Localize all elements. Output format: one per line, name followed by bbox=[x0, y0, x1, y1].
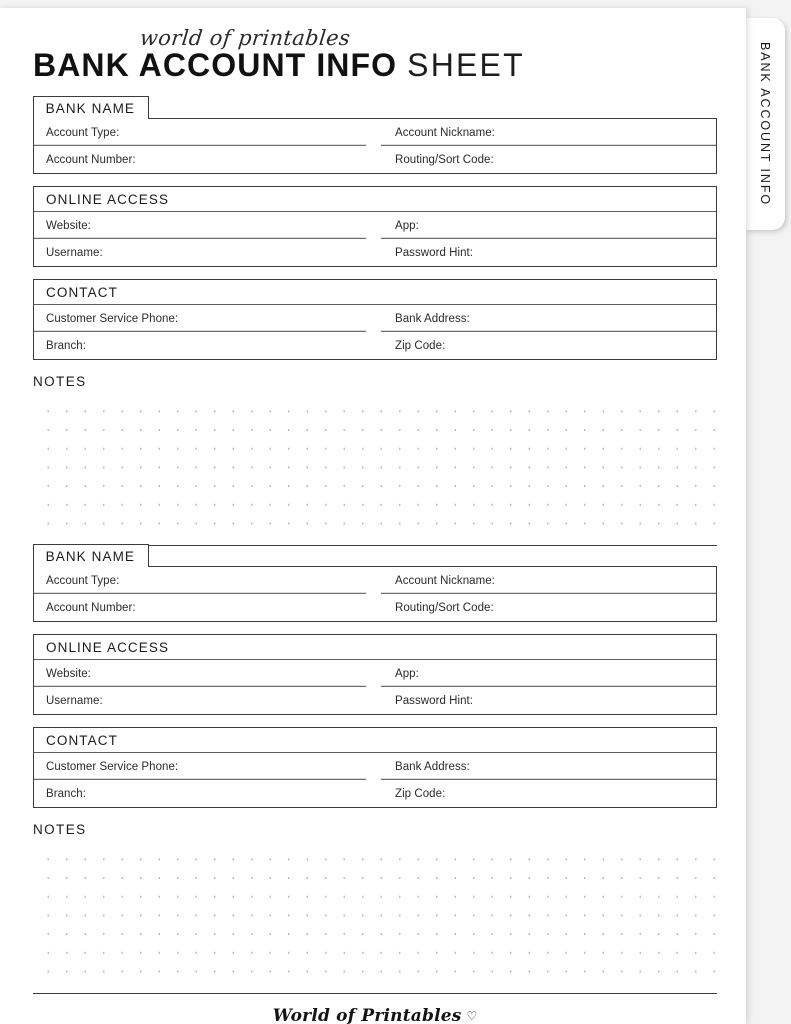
page-title-bold: BANK ACCOUNT INFO bbox=[33, 47, 398, 83]
field-row bbox=[34, 212, 716, 239]
field-zip-code-1[interactable]: Zip Code: bbox=[395, 339, 446, 352]
printable-page bbox=[0, 8, 746, 1024]
field-branch-1[interactable]: Branch: bbox=[46, 339, 86, 352]
field-row bbox=[34, 567, 716, 594]
field-row bbox=[34, 239, 716, 266]
field-username-1[interactable]: Username: bbox=[46, 246, 103, 259]
field-password-hint-1[interactable]: Password Hint: bbox=[395, 246, 474, 259]
field-row bbox=[34, 594, 716, 621]
field-account-type-1[interactable]: Account Type: bbox=[34, 119, 366, 146]
notes-label-2: NOTES bbox=[33, 822, 87, 837]
footer-brand-logo: World of Printables bbox=[272, 1006, 462, 1024]
field-password-hint-2[interactable]: Password Hint: bbox=[395, 694, 474, 707]
side-index-tab-label: BANK ACCOUNT INFO bbox=[758, 41, 773, 207]
contact-section-2 bbox=[33, 727, 717, 808]
field-routing-code-1[interactable]: Routing/Sort Code: bbox=[395, 153, 494, 166]
bank-name-tab-label-1: BANK NAME bbox=[33, 96, 149, 119]
field-branch-2[interactable]: Branch: bbox=[46, 787, 86, 800]
page-header bbox=[33, 20, 717, 98]
field-row bbox=[34, 146, 716, 173]
bank-entry-2 bbox=[33, 548, 717, 978]
page-content bbox=[33, 20, 717, 1024]
bank-name-tab-label-2: BANK NAME bbox=[33, 544, 149, 567]
contact-header-1: CONTACT bbox=[34, 280, 716, 305]
field-row bbox=[34, 753, 716, 780]
contact-section-1 bbox=[33, 279, 717, 360]
field-customer-service-phone-1[interactable]: Customer Service Phone: bbox=[34, 305, 366, 332]
field-routing-code-2[interactable]: Routing/Sort Code: bbox=[395, 601, 494, 614]
field-app-2[interactable]: App: bbox=[381, 660, 716, 687]
notes-dot-grid-1[interactable] bbox=[33, 396, 717, 529]
field-account-nickname-2[interactable]: Account Nickname: bbox=[381, 567, 716, 594]
field-zip-code-2[interactable]: Zip Code: bbox=[395, 787, 446, 800]
online-access-header-2: ONLINE ACCESS bbox=[34, 635, 716, 660]
page-footer bbox=[33, 994, 717, 1024]
field-bank-address-1[interactable]: Bank Address: bbox=[381, 305, 716, 332]
bank-entry-1 bbox=[33, 100, 717, 529]
notes-section-2 bbox=[33, 822, 717, 978]
field-row bbox=[34, 660, 716, 687]
field-account-number-2[interactable]: Account Number: bbox=[46, 601, 136, 614]
field-row bbox=[34, 119, 716, 146]
field-account-number-1[interactable]: Account Number: bbox=[46, 153, 136, 166]
online-access-section-1 bbox=[33, 186, 717, 267]
online-access-header-1: ONLINE ACCESS bbox=[34, 187, 716, 212]
bank-name-section-1 bbox=[33, 100, 717, 174]
field-account-nickname-1[interactable]: Account Nickname: bbox=[381, 119, 716, 146]
heart-icon: ♡ bbox=[466, 1009, 478, 1023]
field-app-1[interactable]: App: bbox=[381, 212, 716, 239]
notes-label-1: NOTES bbox=[33, 374, 87, 389]
field-website-2[interactable]: Website: bbox=[34, 660, 366, 687]
field-row bbox=[34, 687, 716, 714]
field-row bbox=[34, 780, 716, 807]
field-website-1[interactable]: Website: bbox=[34, 212, 366, 239]
page-title bbox=[33, 47, 525, 83]
contact-header-2: CONTACT bbox=[34, 728, 716, 753]
side-index-tab[interactable] bbox=[745, 18, 785, 230]
field-account-type-2[interactable]: Account Type: bbox=[34, 567, 366, 594]
field-row bbox=[34, 305, 716, 332]
brand-script-tag: world of printables bbox=[138, 26, 352, 50]
field-bank-address-2[interactable]: Bank Address: bbox=[381, 753, 716, 780]
field-row bbox=[34, 332, 716, 359]
page-title-light: SHEET bbox=[407, 47, 525, 83]
notes-dot-grid-2[interactable] bbox=[33, 844, 717, 978]
field-customer-service-phone-2[interactable]: Customer Service Phone: bbox=[34, 753, 366, 780]
bank-name-section-2 bbox=[33, 548, 717, 622]
notes-section-1 bbox=[33, 374, 717, 529]
online-access-section-2 bbox=[33, 634, 717, 715]
field-username-2[interactable]: Username: bbox=[46, 694, 103, 707]
